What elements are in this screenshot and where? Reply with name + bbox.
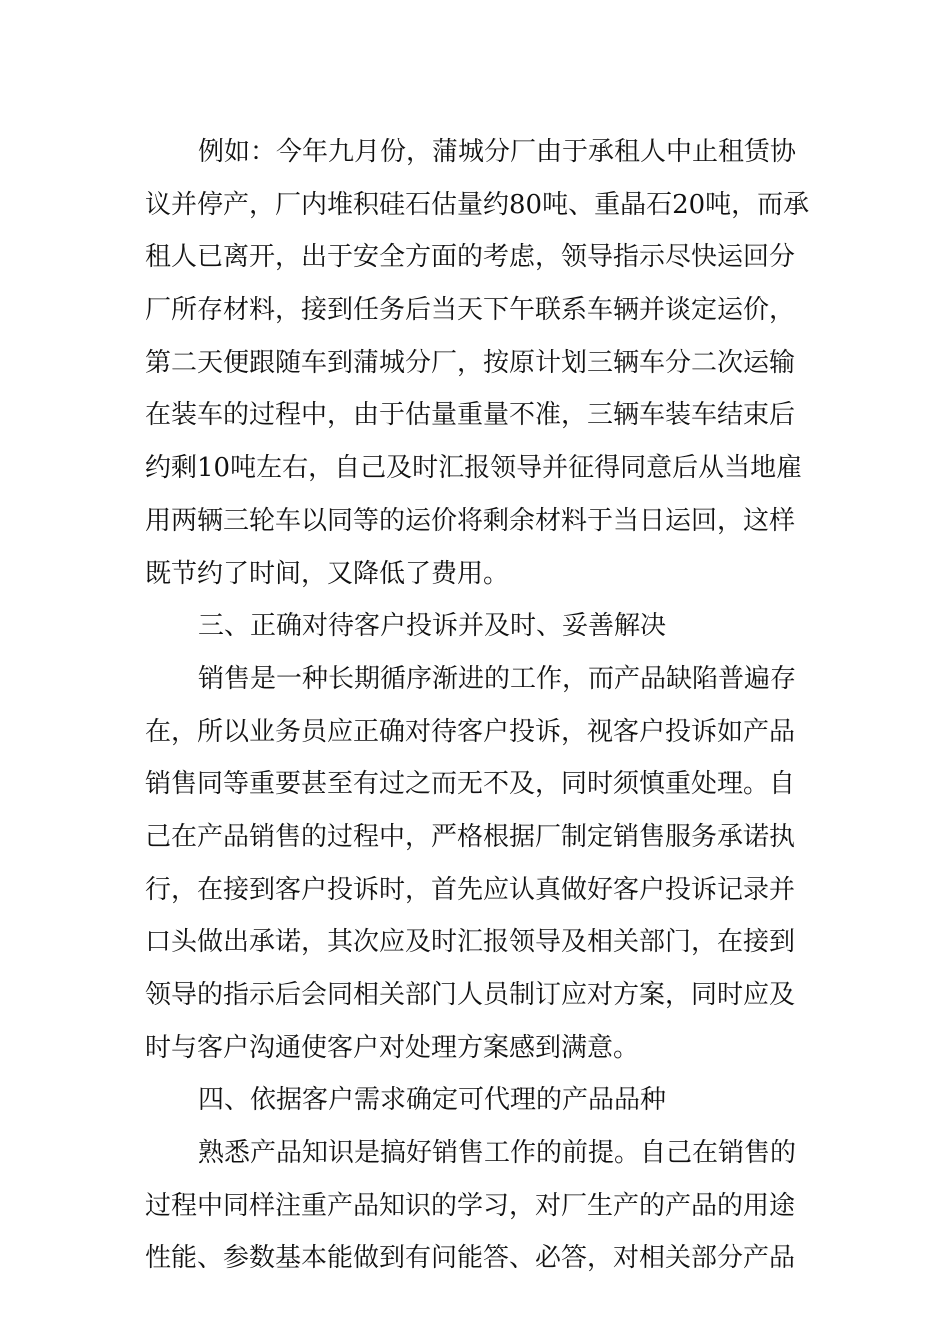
section-heading-complaints [145, 600, 815, 653]
text-line: 第二天便跟随车到蒲城分厂，按原计划三辆车分二次运输 [145, 347, 796, 378]
text-line: 行，在接到客户投诉时，首先应认真做好客户投诉记录并 [145, 874, 796, 905]
text-line: 销售同等重要甚至有过之而无不及，同时须慎重处理。自 [145, 769, 796, 800]
text-line: 在装车的过程中，由于估量重量不准，三辆车装车结束后 [145, 400, 796, 431]
text-line: 在，所以业务员应正确对待客户投诉，视客户投诉如产品 [145, 716, 796, 747]
paragraph-complaints [145, 653, 815, 1075]
section-heading-products [145, 1074, 815, 1127]
document-body [145, 126, 815, 1285]
text-line: 议并停产，厂内堆积硅石估量约80吨、重晶石20吨，而承 [145, 189, 810, 220]
text-line: 既节约了时间，又降低了费用。 [145, 558, 510, 589]
text-line: 过程中同样注重产品知识的学习，对厂生产的产品的用途 [145, 1190, 796, 1221]
text-line: 性能、参数基本能做到有问能答、必答，对相关部分产品 [145, 1243, 796, 1274]
paragraph-product-knowledge [145, 1127, 815, 1285]
text-line: 销售是一种长期循序渐进的工作，而产品缺陷普遍存 [198, 663, 797, 694]
text-line: 口头做出承诺，其次应及时汇报领导及相关部门，在接到 [145, 927, 796, 958]
text-line: 己在产品销售的过程中，严格根据厂制定销售服务承诺执 [145, 821, 796, 852]
text-line: 用两辆三轮车以同等的运价将剩余材料于当日运回，这样 [145, 505, 796, 536]
text-line: 厂所存材料，接到任务后当天下午联系车辆并谈定运价， [145, 295, 796, 326]
text-line: 时与客户沟通使客户对处理方案感到满意。 [145, 1032, 640, 1063]
section-heading: 四、依据客户需求确定可代理的产品品种 [198, 1085, 667, 1116]
paragraph-example-shipping [145, 126, 815, 600]
section-heading: 三、正确对待客户投诉并及时、妥善解决 [198, 611, 667, 642]
text-line: 租人已离开，出于安全方面的考虑，领导指示尽快运回分 [145, 242, 796, 273]
text-line: 熟悉产品知识是搞好销售工作的前提。自己在销售的 [198, 1138, 797, 1169]
text-line: 约剩10吨左右，自己及时汇报领导并征得同意后从当地雇 [145, 453, 803, 484]
text-line: 领导的指示后会同相关部门人员制订应对方案，同时应及 [145, 980, 796, 1010]
text-line: 例如：今年九月份，蒲城分厂由于承租人中止租赁协 [198, 137, 797, 167]
